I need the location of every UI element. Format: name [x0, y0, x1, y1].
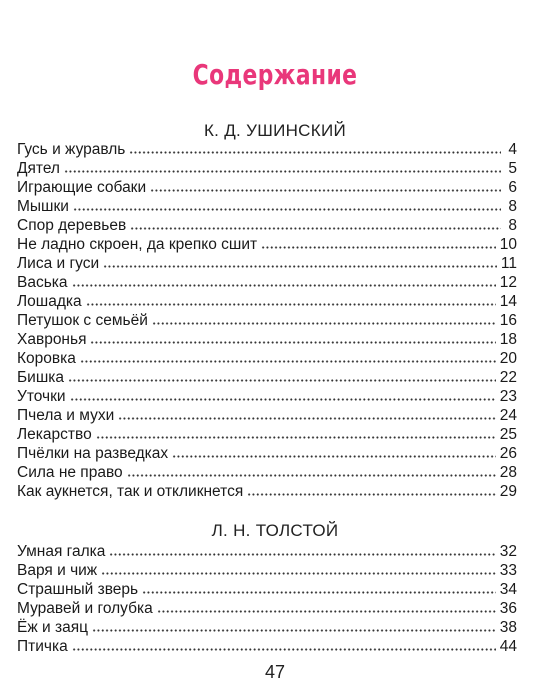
toc-entry [17, 444, 517, 463]
toc-entry-page: 8 [508, 217, 517, 234]
toc-entry [17, 178, 517, 197]
toc-entry-page: 38 [499, 619, 517, 636]
toc-entry [17, 463, 517, 482]
toc-entry-title: Уточки [17, 388, 66, 405]
toc-entry-page: 12 [499, 274, 517, 291]
toc-entry [17, 140, 517, 159]
toc-entry-page: 28 [499, 464, 517, 481]
toc-entry [17, 235, 517, 254]
toc-entry [17, 599, 517, 618]
toc-entry-title: Пчела и мухи [17, 407, 115, 424]
toc-entry-title: Сила не право [17, 464, 123, 481]
toc-entry-page: 25 [499, 426, 517, 443]
toc-dot-leader [129, 151, 501, 154]
toc-entry-page: 4 [508, 141, 517, 158]
toc-entry-page: 23 [499, 388, 517, 405]
toc-dot-leader [96, 436, 496, 439]
toc-dot-leader [92, 629, 496, 632]
toc-entry [17, 216, 517, 235]
toc-dot-leader [118, 417, 496, 420]
toc-entry-page: 22 [499, 369, 517, 386]
toc-entry-page: 33 [499, 562, 517, 579]
toc-dot-leader [261, 246, 496, 249]
toc-entry-page: 34 [499, 581, 517, 598]
toc-entry-page: 20 [499, 350, 517, 367]
toc-dot-leader [73, 208, 501, 211]
section-author-tolstoy: Л. Н. ТОЛСТОЙ [211, 521, 339, 540]
toc-dot-leader [72, 648, 496, 651]
toc-dot-leader [90, 341, 495, 344]
toc-dot-leader [86, 303, 496, 306]
toc-entry [17, 254, 517, 273]
toc-entry [17, 330, 517, 349]
toc-entry-title: Как аукнется, так и откликнется [17, 483, 244, 500]
toc-entry [17, 482, 517, 501]
toc-entry [17, 273, 517, 292]
toc-entry-title: Мышки [17, 198, 69, 215]
toc-dot-leader [103, 265, 497, 268]
section-author-ushinsky: К. Д. УШИНСКИЙ [203, 121, 346, 140]
toc-entry-page: 10 [499, 236, 517, 253]
toc-entry-title: Страшный зверь [17, 581, 139, 598]
toc-entry-title: Пчёлки на разведках [17, 445, 169, 462]
toc-entry [17, 311, 517, 330]
toc-entry-page: 16 [499, 312, 517, 329]
toc-entry-title: Петушок с семьёй [17, 312, 148, 329]
toc-entry [17, 561, 517, 580]
toc-entry [17, 159, 517, 178]
toc-entry-page: 26 [499, 445, 517, 462]
toc-entry-page: 14 [499, 293, 517, 310]
toc-entry-title: Лиса и гуси [17, 255, 100, 272]
toc-entry-title: Варя и чиж [17, 562, 98, 579]
toc-entry-page: 5 [508, 160, 517, 177]
toc-entry [17, 197, 517, 216]
toc-entry-title: Спор деревьев [17, 217, 127, 234]
toc-entry-title: Хавронья [17, 331, 87, 348]
toc-dot-leader [172, 455, 496, 458]
toc-entry-title: Лекарство [17, 426, 92, 443]
toc-entry [17, 292, 517, 311]
toc-entry [17, 368, 517, 387]
toc-entry-title: Не ладно скроен, да крепко сшит [17, 236, 258, 253]
toc-dot-leader [247, 493, 496, 496]
toc-dot-leader [70, 398, 496, 401]
toc-entry-page: 11 [500, 255, 517, 272]
toc-entry-title: Играющие собаки [17, 179, 147, 196]
toc-dot-leader [130, 227, 501, 230]
page-number: 47 [264, 662, 286, 682]
toc-entry-page: 44 [499, 638, 517, 655]
toc-dot-leader [152, 322, 496, 325]
toc-dot-leader [64, 170, 501, 173]
toc-dot-leader [157, 610, 496, 613]
toc-entry [17, 406, 517, 425]
toc-entry-page: 8 [508, 198, 517, 215]
toc-entry [17, 349, 517, 368]
toc-entry-title: Коровка [17, 350, 76, 367]
toc-entry-title: Васька [17, 274, 68, 291]
toc-entry [17, 618, 517, 637]
toc-entry-title: Умная галка [17, 543, 106, 560]
toc-entry-title: Ёж и заяц [17, 619, 88, 636]
toc-entry-page: 24 [499, 407, 517, 424]
toc-entry [17, 387, 517, 406]
toc-dot-leader [72, 284, 496, 287]
toc-list-ushinsky [17, 140, 517, 501]
toc-entry-page: 18 [499, 331, 517, 348]
toc-entry-title: Птичка [17, 638, 68, 655]
toc-entry-title: Гусь и журавль [17, 141, 126, 158]
toc-entry [17, 637, 517, 656]
toc-entry-page: 32 [499, 543, 517, 560]
toc-entry-page: 6 [508, 179, 517, 196]
toc-entry-title: Лошадка [17, 293, 82, 310]
toc-entry-title: Муравей и голубка [17, 600, 153, 617]
toc-entry [17, 580, 517, 599]
toc-entry-title: Бишка [17, 369, 65, 386]
toc-dot-leader [80, 360, 496, 363]
toc-entry-page: 29 [499, 483, 517, 500]
toc-dot-leader [101, 572, 496, 575]
toc-list-tolstoy [17, 542, 517, 656]
toc-entry-page: 36 [499, 600, 517, 617]
toc-dot-leader [68, 379, 496, 382]
toc-entry-title: Дятел [17, 160, 60, 177]
page-title: Содержание [192, 58, 358, 91]
toc-dot-leader [127, 474, 496, 477]
toc-entry [17, 542, 517, 561]
toc-dot-leader [142, 591, 496, 594]
toc-entry [17, 425, 517, 444]
toc-dot-leader [109, 553, 495, 556]
toc-dot-leader [150, 189, 501, 192]
